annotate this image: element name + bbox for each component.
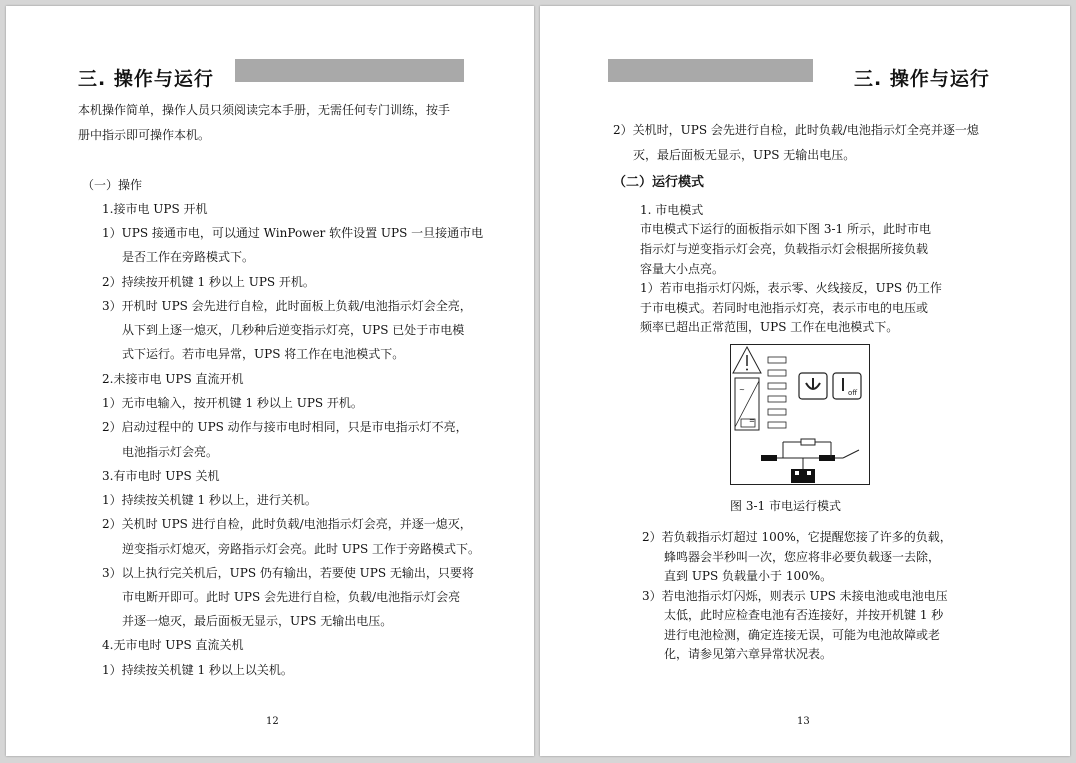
- power-off-icon: [833, 373, 861, 399]
- left-body-line-14: 2）关机时 UPS 进行自检，此时负载/电池指示灯会亮，并逐一熄灭，: [102, 517, 472, 531]
- left-body-line-19: 4.无市电时 UPS 直流关机: [102, 638, 244, 652]
- left-body-line-15: 逆变指示灯熄灭，旁路指示灯会亮。此时 UPS 工作于旁路模式下。: [122, 542, 481, 556]
- left-body-line-8: 2.未接市电 UPS 直流开机: [102, 372, 244, 386]
- power-on-icon: [799, 373, 827, 399]
- left-body-line-3: 是否工作在旁路模式下。: [122, 250, 255, 264]
- right-mid-line-7: 频率已超出正常范围，UPS 工作在电池模式下。: [640, 320, 899, 334]
- right-mid-line-2: 市电模式下运行的面板指示如下图 3-1 所示，此时市电: [640, 222, 931, 236]
- right-bottom-line-3: 直到 UPS 负载量小于 100%。: [664, 569, 833, 583]
- right-bottom-line-1: 2）若负载指示灯超过 100%，它提醒您接了许多的负载，: [642, 530, 952, 544]
- left-body-line-16: 3）以上执行完关机后，UPS 仍有输出，若要使 UPS 无输出，只要将: [102, 566, 474, 580]
- right-heading-bar: [608, 59, 813, 82]
- right-top-line-2: 灭，最后面板无显示，UPS 无输出电压。: [633, 148, 856, 162]
- left-heading-bar: [235, 59, 464, 82]
- warning-icon: [733, 347, 761, 373]
- right-mid-line-3: 指示灯与逆变指示灯会亮，负载指示灯会根据所接负载: [640, 242, 929, 256]
- figure-caption: 图 3-1 市电运行模式: [730, 499, 841, 513]
- right-page: [540, 6, 1070, 756]
- left-body-line-12: 3.有市电时 UPS 关机: [102, 469, 220, 483]
- intro-line-2: 册中指示即可操作本机。: [78, 128, 211, 142]
- left-body-line-5: 3）开机时 UPS 会先进行自检，此时面板上负载/电池指示灯会全亮，: [102, 299, 472, 313]
- right-bottom-line-2: 蜂鸣器会半秒叫一次，您应将非必要负载逐一去除，: [664, 550, 941, 564]
- left-chapter-heading: 三. 操作与运行: [78, 68, 214, 90]
- left-page: [6, 6, 534, 756]
- left-body-line-13: 1）持续按关机键 1 秒以上，进行关机。: [102, 493, 317, 507]
- left-body-line-20: 1）持续按关机键 1 秒以上以关机。: [102, 663, 293, 677]
- right-mid-line-4: 容量大小点亮。: [640, 262, 725, 276]
- right-mid-line-1: 1. 市电模式: [640, 203, 704, 217]
- left-body-line-1: 1.接市电 UPS 开机: [102, 202, 208, 216]
- left-body-line-10: 2）启动过程中的 UPS 动作与接市电时相同，只是市电指示灯不亮，: [102, 420, 468, 434]
- right-bottom-line-6: 进行电池检测，确定连接无误，可能为电池故障或老: [664, 628, 941, 642]
- left-body-line-18: 并逐一熄灭，最后面板无显示，UPS 无输出电压。: [122, 614, 393, 628]
- left-body-line-2: 1）UPS 接通市电，可以通过 WinPower 软件设置 UPS 一旦接通市电: [102, 226, 484, 240]
- run-mode-section-title: （二）运行模式: [613, 175, 705, 190]
- left-body-line-9: 1）无市电输入，按开机键 1 秒以上 UPS 开机。: [102, 396, 363, 410]
- left-body-line-4: 2）持续按开机键 1 秒以上 UPS 开机。: [102, 275, 315, 289]
- right-mid-line-5: 1）若市电指示灯闪烁，表示零、火线接反，UPS 仍工作: [640, 281, 942, 295]
- left-body-line-11: 电池指示灯会亮。: [122, 445, 219, 459]
- left-page-number: 12: [266, 716, 279, 727]
- front-panel-figure: [730, 344, 870, 485]
- svg-text:=: =: [749, 417, 755, 425]
- right-bottom-line-4: 3）若电池指示灯闪烁，则表示 UPS 未接电池或电池电压: [642, 589, 948, 603]
- right-page-number: 13: [797, 716, 810, 727]
- right-chapter-heading: 三. 操作与运行: [854, 68, 990, 90]
- intro-line-1: 本机操作简单，操作人员只须阅读完本手册，无需任何专门训练，按手: [78, 103, 451, 117]
- right-bottom-line-5: 太低，此时应检查电池有否连接好，并按开机键 1 秒: [664, 608, 944, 622]
- svg-text:~: ~: [739, 386, 745, 394]
- left-body-line-17: 市电断开即可。此时 UPS 会先进行自检，负载/电池指示灯会亮: [122, 590, 461, 604]
- right-bottom-line-7: 化，请参见第六章异常状况表。: [664, 647, 833, 661]
- right-top-line-1: 2）关机时，UPS 会先进行自检，此时负载/电池指示灯全亮并逐一熄: [613, 123, 979, 137]
- left-body-line-6: 从下到上逐一熄灭，几秒种后逆变指示灯亮，UPS 已处于市电模: [122, 323, 465, 337]
- operation-section-title: （一）操作: [82, 178, 143, 192]
- right-mid-line-6: 于市电模式。若同时电池指示灯亮，表示市电的电压或: [640, 301, 929, 315]
- svg-text:off: off: [848, 389, 858, 397]
- left-body-line-7: 式下运行。若市电异常，UPS 将工作在电池模式下。: [122, 347, 405, 361]
